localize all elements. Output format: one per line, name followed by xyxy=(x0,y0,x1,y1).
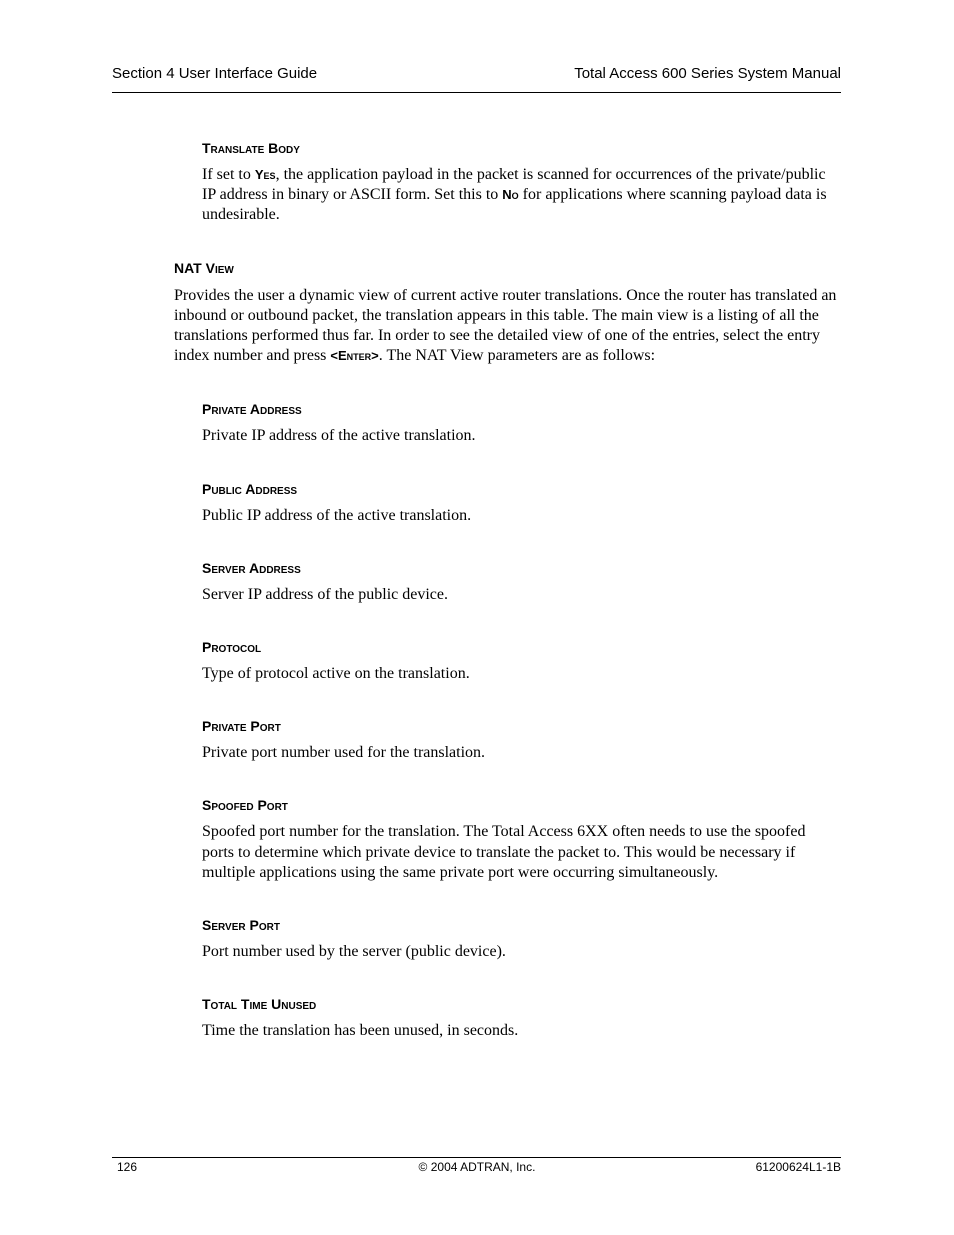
param-description: Server IP address of the public device. xyxy=(202,585,448,603)
param-description: Type of protocol active on the translation. xyxy=(202,665,470,683)
nat-view-text xyxy=(174,286,841,367)
translate-body-section xyxy=(202,139,841,226)
param-description: Spoofed port number for the translation. The Total Access 6XX often needs to use the spoofed ports to determine which private device to translate the packet to. This would be necessary if multiple applications using the same private port were occurring simultaneously. xyxy=(202,823,806,881)
enter-key: <Enter> xyxy=(330,348,379,364)
text-run: . The NAT View parameters are as follows: xyxy=(378,347,656,365)
text-run: Provides the user a dynamic view of current active router translations. Once the router has translated an inbound or outbound packet, the translation appears in this table. The main view is a listing of all the translations performed thus far. In order to see the detailed view of one of the entries, select the entry index number and press xyxy=(174,286,837,365)
param-description: Private port number used for the translation. xyxy=(202,744,486,762)
param-public-address xyxy=(202,480,841,526)
page-number: 126 xyxy=(117,1160,138,1174)
param-private-address xyxy=(202,400,841,446)
text-run: If set to xyxy=(202,166,255,183)
param-description: Port number used by the server (public device). xyxy=(202,943,506,961)
param-heading: Server Address xyxy=(202,559,301,576)
param-private-port xyxy=(202,717,841,763)
text-run: , the application payload in the packet is scanned for occurrences of the private/public IP address in binary or ASCII form. Set this to xyxy=(202,166,826,204)
param-server-port xyxy=(202,916,841,962)
page-body xyxy=(174,139,841,1041)
param-description: Time the translation has been unused, in seconds. xyxy=(202,1022,519,1040)
header-divider xyxy=(112,92,841,93)
nat-view-section xyxy=(174,259,841,367)
param-heading: Server Port xyxy=(202,917,280,934)
param-heading: Private Port xyxy=(202,718,281,735)
param-heading: Protocol xyxy=(202,639,262,656)
copyright-notice: © 2004 ADTRAN, Inc. xyxy=(418,1160,536,1174)
no-keyword: No xyxy=(502,187,519,203)
param-heading: Total Time Unused xyxy=(202,996,317,1013)
param-description: Private IP address of the active translation. xyxy=(202,427,476,445)
param-heading: Public Address xyxy=(202,480,298,497)
param-total-time-unused xyxy=(202,995,841,1041)
param-spoofed-port xyxy=(202,796,841,883)
param-heading: Private Address xyxy=(202,401,302,418)
nat-view-heading: NAT View xyxy=(174,259,234,276)
param-heading: Spoofed Port xyxy=(202,797,288,814)
translate-body-heading: Translate Body xyxy=(202,140,300,156)
running-header-section: Section 4 User Interface Guide xyxy=(112,65,318,82)
param-description: Public IP address of the active translation. xyxy=(202,506,472,524)
param-protocol xyxy=(202,638,841,684)
running-header-title: Total Access 600 Series System Manual xyxy=(574,65,841,82)
param-server-address xyxy=(202,559,841,605)
yes-keyword: Yes xyxy=(254,167,276,182)
translate-body-text xyxy=(202,165,841,226)
footer-divider xyxy=(112,1157,841,1158)
document-number: 61200624L1-1B xyxy=(755,1160,841,1174)
text-run: for applications where scanning payload data is undesirable. xyxy=(202,186,827,224)
